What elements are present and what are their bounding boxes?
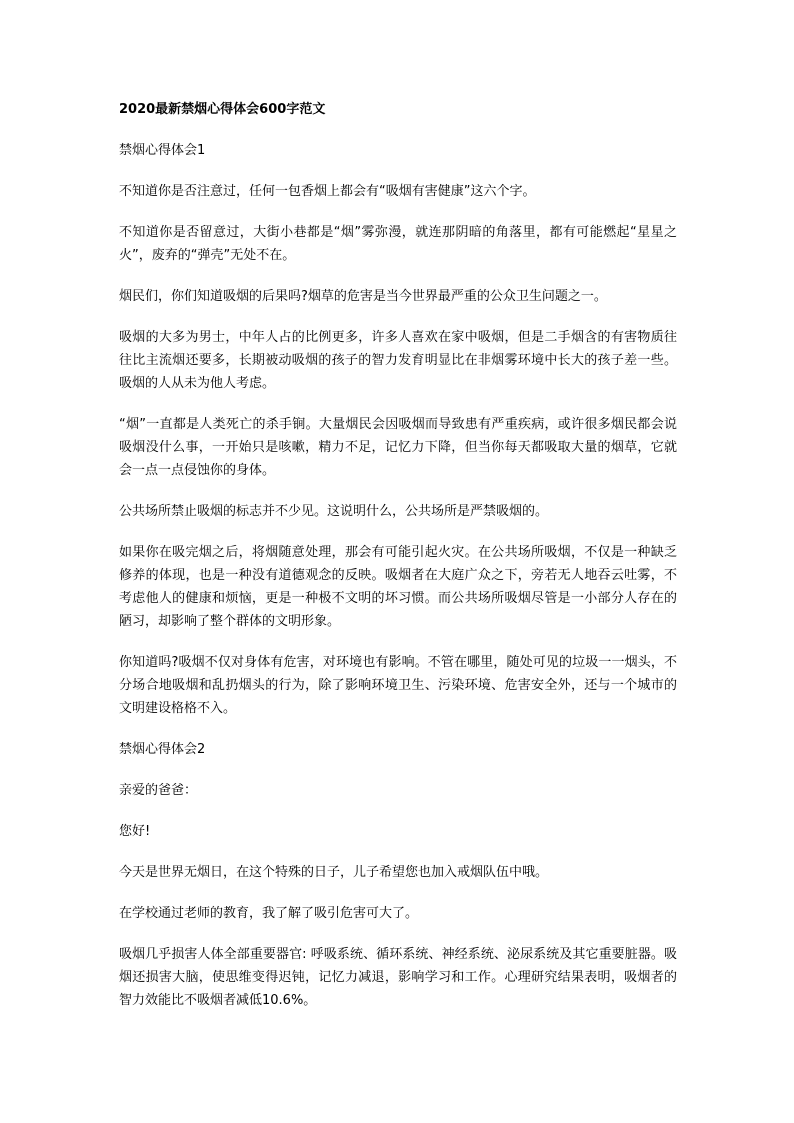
section-heading-1: 禁烟心得体会1: [119, 143, 206, 158]
paragraph: 不知道你是否注意过，任何一包香烟上都会有“吸烟有害健康”这六个字。: [119, 184, 536, 199]
paragraph: 不知道你是否留意过，大街小巷都是“烟”雾弥漫，就连那阴暗的角落里，都有可能燃起“星星之火”，废弃的“弹壳”无处不在。: [119, 225, 677, 263]
document-title: 2020最新禁烟心得体会600字范文: [119, 102, 326, 117]
document-page: [119, 98, 677, 1030]
letter-greeting: 您好!: [119, 824, 151, 839]
paragraph: 公共场所禁止吸烟的标志并不少见。这说明什么，公共场所是严禁吸烟的。: [119, 504, 549, 519]
letter-salutation: 亲爱的爸爸：: [119, 783, 198, 798]
paragraph: 烟民们，你们知道吸烟的后果吗?烟草的危害是当今世界最严重的公众卫生问题之一。: [119, 289, 607, 304]
paragraph: 在学校通过老师的教育，我了解了吸引危害可大了。: [119, 906, 419, 921]
paragraph: 吸烟几乎损害人体全部重要器官: 呼吸系统、循环系统、神经系统、泌尿系统及其它重要脏器。吸烟还损害大脑，使思维变得迟钝，记忆力减退，影响学习和工作。心理研究结果表明，吸烟者的智力效能比不吸烟者减低10.6%。: [119, 947, 677, 1008]
paragraph: 你知道吗?吸烟不仅对身体有危害，对环境也有影响。不管在哪里，随处可见的垃圾一一烟头，不分场合地吸烟和乱扔烟头的行为，除了影响环境卫生、污染环境、危害安全外，还与一个城市的文明建设格格不入。: [119, 655, 677, 716]
paragraph: “烟”一直都是人类死亡的杀手锏。大量烟民会因吸烟而导致患有严重疾病，或许很多烟民都会说吸烟没什么事，一开始只是咳嗽，精力不足，记忆力下降，但当你每天都吸取大量的烟草，它就会一点一点侵蚀你的身体。: [119, 417, 677, 478]
section-heading-2: 禁烟心得体会2: [119, 742, 206, 757]
paragraph: 今天是世界无烟日，在这个特殊的日子，儿子希望您也加入戒烟队伍中哦。: [119, 865, 549, 880]
paragraph: 如果你在吸完烟之后，将烟随意处理，那会有可能引起火灾。在公共场所吸烟，不仅是一种缺乏修养的体现，也是一种没有道德观念的反映。吸烟者在大庭广众之下，旁若无人地吞云吐雾，不考虑他人的健康和烦恼，更是一种极不文明的坏习惯。而公共场所吸烟尽管是一小部分人存在的陋习，却影响了整个群体的文明形象。: [119, 545, 677, 629]
paragraph: 吸烟的大多为男士，中年人占的比例更多，许多人喜欢在家中吸烟，但是二手烟含的有害物质往往比主流烟还要多，长期被动吸烟的孩子的智力发育明显比在非烟雾环境中长大的孩子差一些。吸烟的人从未为他人考虑。: [119, 330, 677, 391]
